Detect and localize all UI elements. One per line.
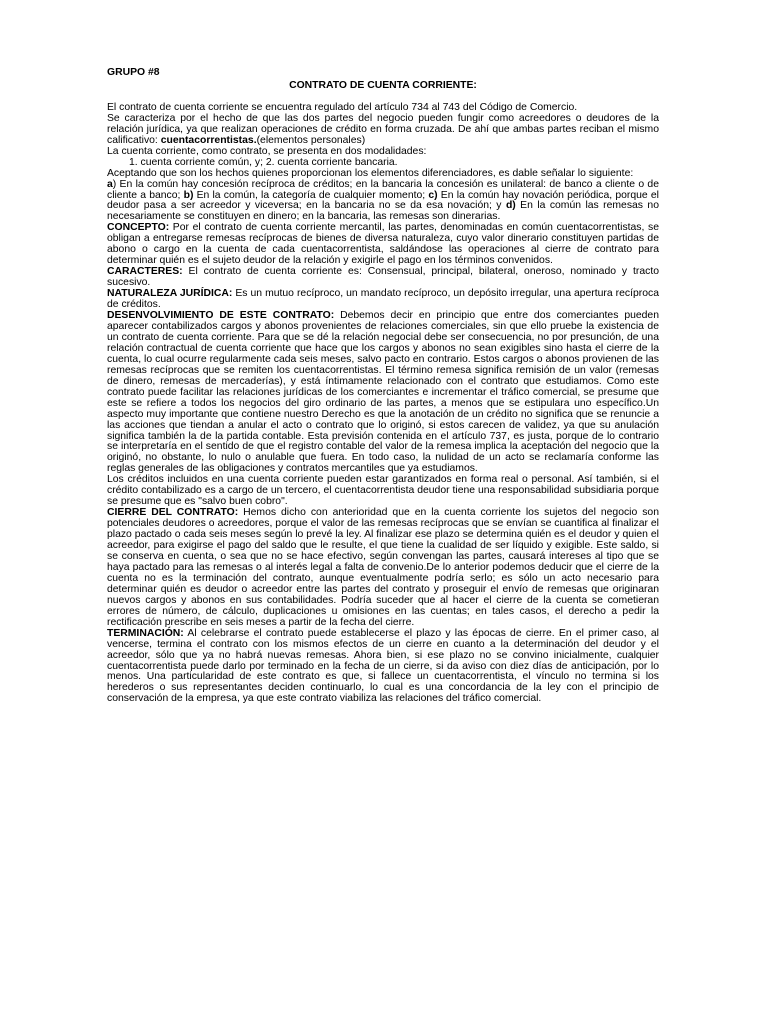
caracteres-text: El contrato de cuenta corriente es: Consensual, principal, bilateral, oneroso, nominado y tracto sucesivo.: [107, 266, 659, 289]
document-title: CONTRATO DE CUENTA CORRIENTE:: [289, 79, 477, 91]
intro-text-3: La cuenta corriente, como contrato, se presenta en dos modalidades:: [107, 145, 427, 157]
cierre-paragraph: [107, 508, 659, 628]
difference-d-text: En la común las remesas no necesariamente se constituyen en dinero; en la bancaria, las remesas son dinerarias.: [107, 200, 659, 223]
difference-c-text: En la común hay novación periódica, porque el deudor pasa a ser acreedor y viceversa; en la bancaria no se da esa novación; y: [107, 189, 659, 212]
desenvolvimiento-text: Debemos decir en principio que entre dos comerciantes pueden aparecer contabilizados cargos y abonos provenientes de relaciones comerciales, sin que ello pruebe la existencia de un contrato de cuenta corriente. Para que se dé la relación negocial debe ser consecuencia, no por presunción, de una relación contractual de cuenta corriente que hace que los cargos y abonos no sean exigibles sino hasta el cierre de la cuenta, lo cual ocurre regularmente cada seis meses, salvo pacto en contrario. Estos cargos o abonos provienen de las remesas recíprocas que se remiten los cuentacorrentistas. El término remesa significa remisión de un valor (remesas de dinero, remesas de mercaderías), y está íntimamente relacionado con el contrato que estudiamos. Como este contrato puede facilitar las relaciones jurídicas de los comerciantes e incrementar el tráfico comercial, se presume que este se refiere a todos los negocios del giro ordinario de las partes, a menos que se estipulara uno específico.Un aspecto muy importante que contiene nuestro Derecho es que la anotación de un crédito no significa que se renuncie a las acciones que tiendan a anular el acto o contrato que lo originó, si estos carecen de validez, ya que su anulación significa también la de la partida contable. Esta previsión contenida en el artículo 737, es justa, porque de lo contrario se interpretaría en el sentido de que el registro contable del valor de la remesa implica la aceptación del negocio que la originó, no obstante, lo nulo o anulable que fuera. En todo caso, la nulidad de un acto se reclamaría conforme las reglas generales de las obligaciones y contratos mercantiles que ya estudiamos.: [107, 310, 659, 475]
modalidades-list-text: 1. cuenta corriente común, y; 2. cuenta corriente bancaria.: [129, 156, 398, 168]
difference-c-label: c): [428, 189, 438, 201]
creditos-text: Los créditos incluidos en una cuenta corriente pueden estar garantizados en forma real o personal. Así también, si el crédito contabilizado es a cargo de un tercero, el cuentacorrentista deudor tiene una responsabilidad subsidiaria porque se presume que es "salvo buen cobro".: [107, 474, 659, 508]
naturaleza-text: Es un mutuo recíproco, un mandato recíproco, un depósito irregular, una apertura recíproca de créditos.: [107, 288, 659, 311]
difference-b-text: En la común, la categoría de cualquier momento;: [193, 189, 429, 201]
intro-text-1: El contrato de cuenta corriente se encuentra regulado del artículo 734 al 743 del Código de Comercio.: [107, 101, 578, 113]
creditos-paragraph: [107, 475, 659, 508]
difference-b-label: b): [183, 189, 194, 201]
terminacion-heading: TERMINACIÓN:: [107, 627, 184, 639]
difference-a-text: ) En la común hay concesión recíproca de créditos; en la bancaria la concesión es unilateral: de banco a cliente o de cliente a banco;: [107, 178, 659, 201]
difference-d-label: d): [505, 200, 516, 212]
intro-text-4: Aceptando que son los hechos quienes proporcionan los elementos diferenciadores, es dable señalar lo siguiente:: [107, 167, 634, 179]
caracteres-heading: CARACTERES:: [107, 266, 183, 278]
differences-paragraph: [107, 180, 659, 224]
difference-a-label: a: [107, 178, 113, 190]
desenvolvimiento-heading: DESENVOLVIMIENTO DE ESTE CONTRATO:: [107, 310, 335, 322]
concepto-paragraph: [107, 223, 659, 267]
intro-text-2-tail: (elementos personales): [256, 134, 366, 146]
naturaleza-paragraph: [107, 289, 659, 311]
cierre-heading: CIERRE DEL CONTRATO:: [107, 507, 239, 519]
cierre-text: Hemos dicho con anterioridad que en la cuenta corriente los sujetos del negocio son potenciales deudores o acreedores, porque el valor de las remesas recíprocas que se envían se cuantifica al finalizar el plazo pactado o cada seis meses según lo prevé la ley. Al finalizar ese plazo se determina quién es el deudor y quien el acreedor, para exigirse el pago del saldo que le resulte, el que tiene la cualidad de ser líquido y exigible. Este saldo, si se conserva en cuenta, o sea que no se hace efectivo, según convengan las partes, causará intereses al tipo que se haya pactado para las remesas o al interés legal a falta de convenio.De lo anterior podemos deducir que el cierre de la cuenta no es la terminación del contrato, aunque eventualmente podría serlo; es sólo un acto necesario para determinar quién es deudor o acreedor entre las partes del contrato y proseguir el envío de remesas que originaran nuevos cargos y abonos en sus contabilidades. Podría suceder que al hacer el cierre de la cuenta se cometieran errores de número, de cálculo, duplicaciones u omisiones en las cuentas; en tales casos, el derecho a pedir la rectificación prescribe en seis meses a partir de la fecha del cierre.: [107, 507, 659, 628]
concepto-heading: CONCEPTO:: [107, 222, 170, 234]
document-body: [107, 68, 659, 705]
intro-text-2: Se caracteriza por el hecho de que las dos partes del negocio pueden fungir como acreedores o deudores de la relación jurídica, ya que realizan operaciones de crédito en forma cruzada. De ahí que ambas partes reciban el mismo calificativo:: [107, 112, 659, 146]
group-heading: GRUPO #8: [107, 67, 160, 78]
intro-paragraph-2: [107, 114, 659, 147]
terminacion-paragraph: [107, 629, 659, 706]
terminacion-text: Al celebrarse el contrato puede establecerse el plazo y las épocas de cierre. En el primer caso, al vencerse, termina el contrato con los mismos efectos de un cierre en cuanto a la determinación del deudor y el acreedor, sólo que ya no habrá nuevas remesas. Ahora bien, si ese plazo no se convino inicialmente, cualquier cuentacorrentista puede darlo por terminado en la fecha de un cierre, si da aviso con diez días de anticipación, por lo menos. Una particularidad de este contrato es que, si fallece un cuentacorrentista, el vínculo no termina si los herederos o sus representantes deciden continuarlo, lo cual es una concordancia de la ley con el principio de conservación de la empresa, ya que este contrato viabiliza las relaciones del tráfico comercial.: [107, 627, 659, 705]
caracteres-paragraph: [107, 267, 659, 289]
concepto-text: Por el contrato de cuenta corriente mercantil, las partes, denominadas en común cuentacorrentistas, se obligan a entregarse remesas recíprocas de bienes de diversa naturaleza, cuyo valor dinerario constituyen partidas de abono o cargo en la cuenta de cada cuentacorrentista, saldándose las operaciones al cierre de contrato para determinar quién es el sujeto deudor de la relación y exigirle el pago en los términos convenidos.: [107, 222, 659, 267]
desenvolvimiento-paragraph: [107, 311, 659, 475]
cuentacorrentistas-term: cuentacorrentistas.: [160, 134, 257, 146]
naturaleza-heading: NATURALEZA JURÍDICA:: [107, 288, 233, 300]
